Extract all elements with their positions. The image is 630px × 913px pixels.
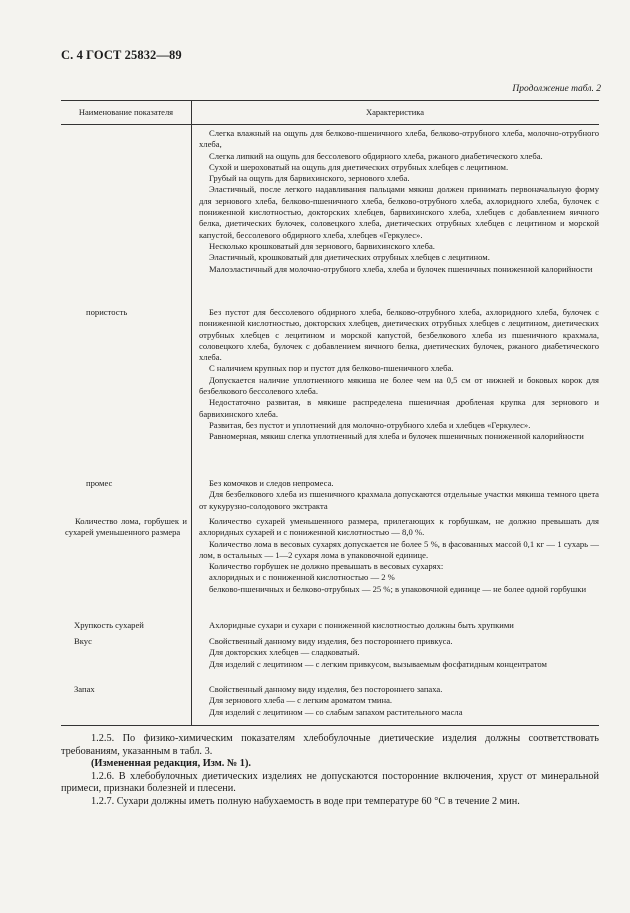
paragraph-1-2-7: 1.2.7. Сухари должны иметь полную набухаемость в воде при температуре 60 °С в течение 2 мин. [91, 795, 520, 807]
characteristic-line: белково-пшеничных и белково-отрубных — 25 %; в упаковочной единице — не более одной горбушки [209, 583, 587, 594]
characteristic-line: Свойственный данному виду изделия, без постороннего запаха. [209, 684, 443, 694]
characteristic-line: Без комочков и следов непромеса. [209, 478, 334, 488]
characteristic-line: Количество лома в весовых сухарях допускается не более 5 %, в фасованных массой 0,1 кг — 1 сухарь — лом, в остальных — 1—2 сухаря лома в упаковочной единице. [199, 538, 599, 560]
characteristic-line: Эластичный, крошковатый для диетических отрубных хлебцев с лецитином. [209, 252, 490, 263]
characteristic-line: Несколько крошковатый для зернового, барвихинского хлеба. [209, 240, 435, 251]
table-column-divider [191, 100, 192, 725]
characteristic-line: Эластичный, после легкого надавливания пальцами мякиш должен принимать первоначальную форму для зернового хлеба, белково-пшеничного хлеба, белково-отрубного хлеба, ахлоридного хлеба, булочек с пониженной кислотностью, докторских хлебцев, барвихинского хлеба, хлебцев с добавлением яичного белка, диетических булочек, соловецкого хлеба, диетических отрубных хлебцев с лецитином и морской капустой, бессолевого обдирного хлеба, хлебцев «Геркулес». [199, 184, 599, 240]
table-header-rule [61, 124, 599, 125]
characteristic-line: Для докторских хлебцев — сладковатый. [209, 647, 360, 658]
column-header-parameter: Наименование показателя [78, 107, 174, 117]
paragraph-1-2-5: 1.2.5. По физико-химическим показателям хлебобулочные диетические изделия должны соответствовать требованиям, указанным в табл. 3. [61, 733, 599, 757]
row-characteristic [199, 128, 599, 275]
characteristic-line: Слегка влажный на ощупь для белково-пшеничного хлеба, белково-отрубного хлеба, молочно-отрубного хлеба, [199, 128, 599, 150]
amendment-note: (Измененная редакция, Изм. № 1). [91, 758, 251, 770]
row-label: пористость [86, 307, 128, 317]
characteristic-line: С наличием крупных пор и пустот для белково-пшеничного хлеба. [209, 363, 454, 374]
body-text [61, 733, 599, 809]
characteristic-line: Для зернового хлеба — с легким ароматом тмина. [209, 695, 393, 706]
characteristic-line: Количество горбушек не должно превышать в весовых сухарях: [209, 561, 444, 572]
column-header-characteristic: Характеристика [365, 107, 425, 117]
row-characteristic [199, 636, 599, 670]
characteristic-line: Сухой и шероховатый на ощупь для диетических отрубных хлебцев с лецитином. [209, 161, 509, 172]
row-characteristic [199, 307, 599, 443]
page-header: С. 4 ГОСТ 25832—89 [61, 48, 182, 62]
characteristic-line: Для изделий с лецитином — со слабым запахом растительного масла [209, 706, 463, 717]
characteristic-line: ахлоридных и с пониженной кислотностью — 2 % [209, 572, 395, 583]
characteristic-line: Равномерная, мякиш слегка уплотненный для хлеба и булочек пшеничных пониженной калорийности [209, 431, 584, 442]
characteristic-line: Для изделий с лецитином — с легким привкусом, вызываемым фосфатидным концентратом [209, 658, 547, 669]
row-label: Вкус [74, 636, 92, 646]
characteristic-line: Количество сухарей уменьшенного размера, прилегающих к горбушкам, не должно превышать для ахлоридных сухарей и с пониженной кислотностью — 8,0 %. [199, 516, 599, 538]
row-characteristic [199, 478, 599, 512]
table-bottom-rule [61, 725, 599, 726]
paragraph-1-2-6: 1.2.6. В хлебобулочных диетических изделиях не допускаются посторонние включения, хруст от минеральной примеси, признаки болезней и плесени. [61, 770, 599, 795]
characteristic-line: Недостаточно развитая, в мякише распределена пшеничная дробленая крупка для зернового и барвихинского хлеба. [199, 397, 599, 419]
row-characteristic [199, 684, 599, 718]
characteristic-line: Для безбелкового хлеба из пшеничного крахмала допускаются отдельные участки мякиша темного цвета от кукурузно-солодового экстракта [199, 489, 599, 511]
table-top-rule [61, 100, 599, 101]
characteristic-line: Развитая, без пустот и уплотнений для молочно-отрубного хлеба и хлебцев «Геркулес». [209, 419, 531, 430]
characteristic-line: Грубый на ощупь для барвихинского, зернового хлеба. [209, 173, 410, 184]
row-characteristic [199, 516, 599, 595]
characteristic-line: Свойственный данному виду изделия, без постороннего привкуса. [209, 636, 453, 646]
characteristic-line: Ахлоридные сухари и сухари с пониженной кислотностью должны быть хрупкими [209, 620, 514, 630]
characteristic-line: Слегка липкий на ощупь для бессолевого обдирного хлеба, ржаного диабетического хлеба. [209, 150, 543, 161]
table-continuation-note: Продолжение табл. 2 [512, 84, 601, 94]
row-label: Запах [74, 684, 95, 694]
row-label: промес [86, 478, 113, 488]
row-characteristic [199, 620, 599, 631]
characteristic-line: Без пустот для бессолевого обдирного хлеба, белково-отрубного хлеба, ахлоридного хлеба, булочек с пониженной кислотностью, докторских хлебцев, диетических отрубных хлебцев с лецитином, диетических отрубных хлебцев с лецитином и морской капустой, безбелкового хлеба из пшеничного крахмала, соловецкого хлеба, булочек с добавлением яичного белка, диетических булочек, ржаного диабетического хлеба. [199, 307, 599, 363]
row-label: Количество лома, горбушек и сухарей уменьшенного размера [65, 516, 187, 538]
row-label: Хрупкость сухарей [74, 620, 144, 630]
characteristic-line: Малоэластичный для молочно-отрубного хлеба, хлеба и булочек пшеничных пониженной калорийности [209, 263, 593, 274]
characteristic-line: Допускается наличие уплотненного мякиша не более чем на 0,5 см от нижней и боковых корок для безбелкового бессолевого хлеба. [199, 374, 599, 397]
